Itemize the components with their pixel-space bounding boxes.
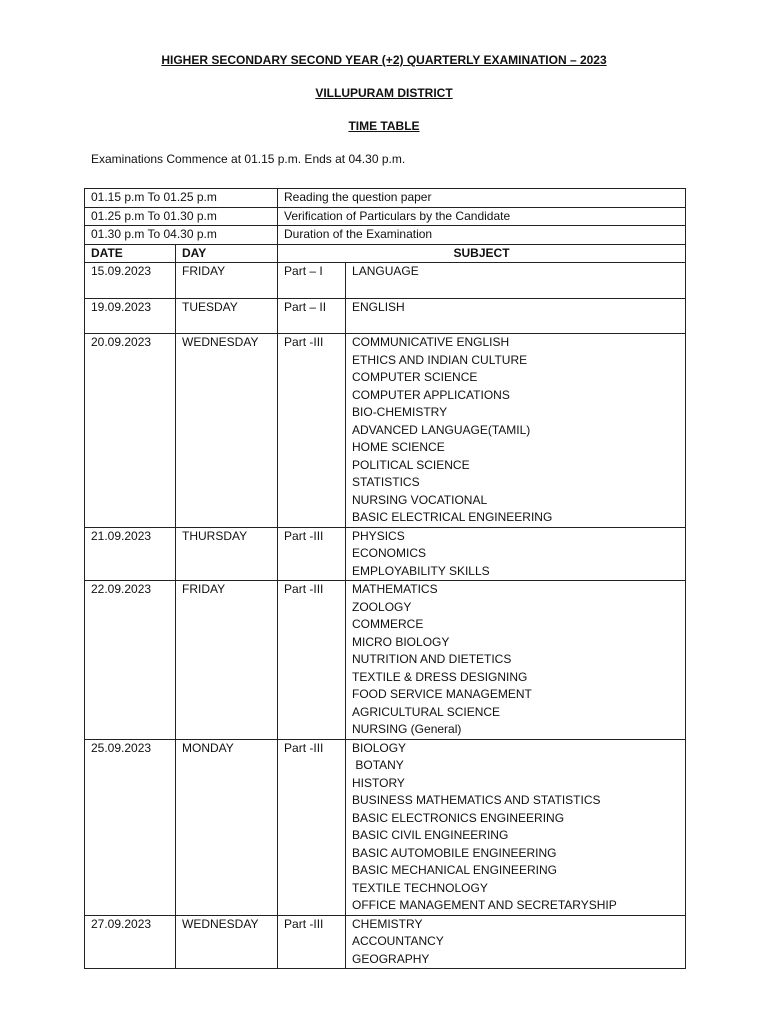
subject-item: PHYSICS — [352, 528, 405, 543]
subject-item: BASIC AUTOMOBILE ENGINEERING — [352, 845, 557, 860]
exam-date: 19.09.2023 — [85, 298, 176, 334]
exam-part: Part -III — [278, 527, 346, 581]
subject-item: ECONOMICS — [352, 546, 427, 560]
subject-item: BIO-CHEMISTRY — [352, 405, 448, 419]
subject-list — [346, 739, 686, 915]
exam-day: WEDNESDAY — [176, 334, 278, 528]
subject-item: BUSINESS MATHEMATICS AND STATISTICS — [352, 793, 601, 807]
subject-list — [346, 334, 686, 528]
timing-row — [85, 207, 686, 226]
date-column-header: DATE — [85, 244, 176, 263]
subject-item: OFFICE MANAGEMENT AND SECRETARYSHIP — [352, 898, 617, 912]
subject-item: ETHICS AND INDIAN CULTURE — [352, 352, 528, 367]
exam-part: Part -III — [278, 334, 346, 528]
schedule-row — [85, 581, 686, 740]
subject-item: POLITICAL SCIENCE — [352, 457, 470, 472]
subject-item: BASIC CIVIL ENGINEERING — [352, 828, 509, 842]
schedule-row — [85, 915, 686, 969]
subject-item: BASIC ELECTRICAL ENGINEERING — [352, 510, 553, 524]
subject-item: COMMERCE — [352, 617, 424, 631]
subject-item: ADVANCED LANGUAGE(TAMIL) — [352, 422, 531, 437]
exam-date: 21.09.2023 — [85, 527, 176, 581]
subject-item: NURSING (General) — [352, 722, 462, 736]
document-title: HIGHER SECONDARY SECOND YEAR (+2) QUARTERLY EXAMINATION – 2023 — [161, 53, 607, 67]
subject-item: GEOGRAPHY — [352, 951, 430, 966]
subject-item: AGRICULTURAL SCIENCE — [352, 704, 501, 719]
exam-timing-note: Examinations Commence at 01.15 p.m. Ends at 04.30 p.m. — [91, 152, 406, 166]
day-column-header: DAY — [176, 244, 278, 263]
subject-item: STATISTICS — [352, 475, 420, 489]
subject-list — [346, 527, 686, 581]
timing-activity: Verification of Particulars by the Candidate — [278, 207, 686, 226]
subject-item: COMPUTER APPLICATIONS — [352, 387, 510, 402]
exam-day: THURSDAY — [176, 527, 278, 581]
subject-item: NURSING VOCATIONAL — [352, 492, 488, 507]
subject-list — [346, 263, 686, 299]
exam-date: 15.09.2023 — [85, 263, 176, 299]
exam-part: Part – II — [278, 298, 346, 334]
subject-column-header: SUBJECT — [278, 244, 686, 263]
subject-item: MATHEMATICS — [352, 582, 438, 596]
subject-list — [346, 298, 686, 334]
subject-list — [346, 581, 686, 740]
subject-item: BASIC MECHANICAL ENGINEERING — [352, 863, 557, 877]
subject-item: COMPUTER SCIENCE — [352, 370, 478, 384]
timetable — [84, 188, 686, 969]
timing-time: 01.15 p.m To 01.25 p.m — [85, 189, 278, 208]
subject-item: HOME SCIENCE — [352, 440, 445, 454]
exam-day: FRIDAY — [176, 581, 278, 740]
exam-day: FRIDAY — [176, 263, 278, 299]
timing-time: 01.30 p.m To 04.30 p.m — [85, 226, 278, 245]
subject-item: FOOD SERVICE MANAGEMENT — [352, 687, 532, 701]
exam-date: 27.09.2023 — [85, 915, 176, 969]
schedule-row — [85, 334, 686, 528]
subject-item: LANGUAGE — [352, 264, 419, 278]
timetable-heading: TIME TABLE — [348, 119, 420, 133]
timing-row — [85, 189, 686, 208]
exam-date: 22.09.2023 — [85, 581, 176, 740]
timing-activity: Duration of the Examination — [278, 226, 686, 245]
exam-part: Part – I — [278, 263, 346, 299]
exam-date: 20.09.2023 — [85, 334, 176, 528]
exam-part: Part -III — [278, 581, 346, 740]
schedule-row — [85, 298, 686, 334]
subject-item: COMMUNICATIVE ENGLISH — [352, 335, 510, 349]
schedule-row — [85, 263, 686, 299]
subject-item: TEXTILE TECHNOLOGY — [352, 880, 488, 895]
exam-part: Part -III — [278, 739, 346, 915]
subject-item: NUTRITION AND DIETETICS — [352, 652, 512, 666]
schedule-row — [85, 739, 686, 915]
exam-day: TUESDAY — [176, 298, 278, 334]
exam-date: 25.09.2023 — [85, 739, 176, 915]
subject-item: TEXTILE & DRESS DESIGNING — [352, 669, 528, 684]
subject-item: ACCOUNTANCY — [352, 934, 444, 948]
district-heading: VILLUPURAM DISTRICT — [315, 86, 453, 100]
column-header-row — [85, 244, 686, 263]
exam-day: MONDAY — [176, 739, 278, 915]
schedule-row — [85, 527, 686, 581]
subject-item: EMPLOYABILITY SKILLS — [352, 563, 490, 578]
subject-item: MICRO BIOLOGY — [352, 634, 450, 649]
timing-row — [85, 226, 686, 245]
subject-item: ZOOLOGY — [352, 599, 412, 614]
exam-day: WEDNESDAY — [176, 915, 278, 969]
timing-time: 01.25 p.m To 01.30 p.m — [85, 207, 278, 226]
subject-item: BASIC ELECTRONICS ENGINEERING — [352, 810, 565, 825]
subject-list — [346, 915, 686, 969]
timing-activity: Reading the question paper — [278, 189, 686, 208]
subject-item: HISTORY — [352, 775, 405, 790]
subject-item: ENGLISH — [352, 299, 405, 314]
exam-part: Part -III — [278, 915, 346, 969]
subject-item: BOTANY — [352, 758, 404, 772]
subject-item: BIOLOGY — [352, 740, 407, 755]
subject-item: CHEMISTRY — [352, 916, 423, 931]
